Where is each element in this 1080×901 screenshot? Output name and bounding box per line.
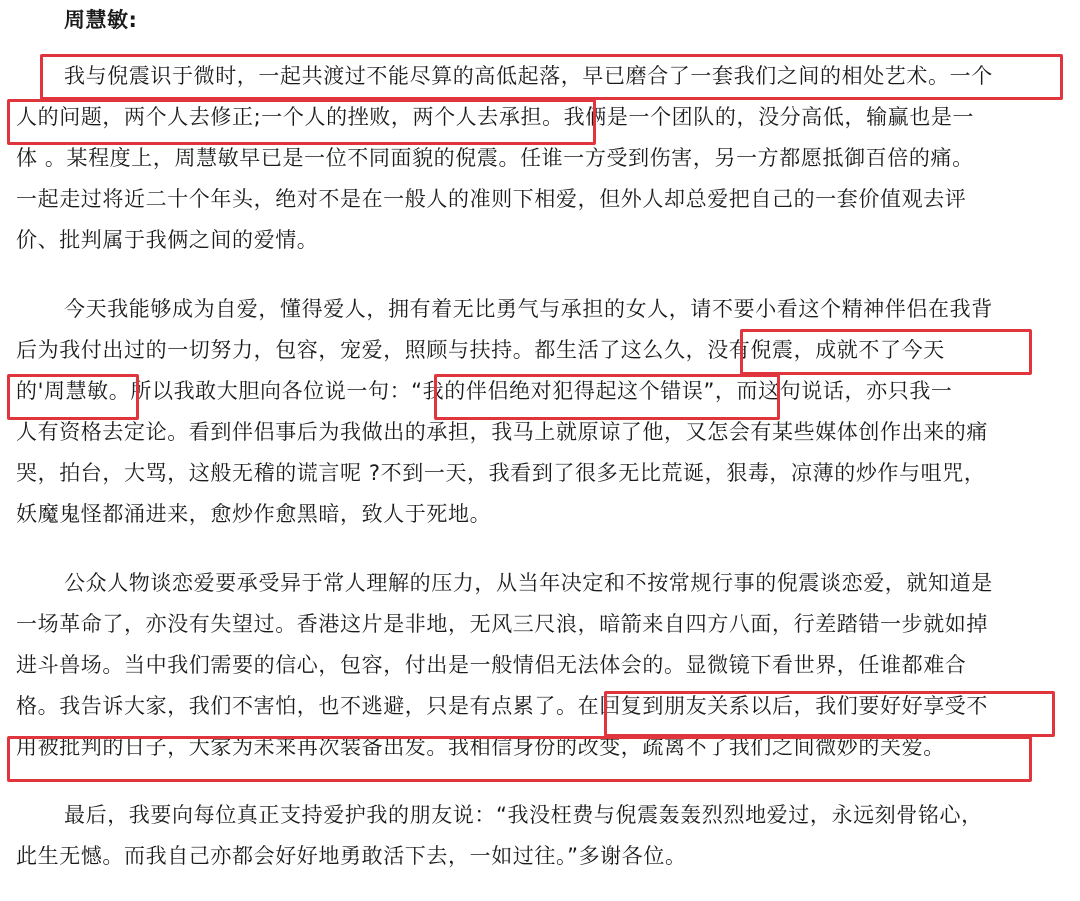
text-line: 一起走过将近二十个年头，绝对不是在一般人的准则下相爱，但外人却总爱把自己的一套价值观去评 [16,187,967,211]
text-line: 此生无憾。而我自己亦都会好好地勇敢活下去，一如过往。”多谢各位。 [16,844,687,868]
paragraph-4 [16,795,1061,877]
paragraph-1 [16,56,1061,261]
text-line: 进斗兽场。当中我们需要的信心，包容，付出是一般情侣无法体会的。显微镜下看世界，任谁都难合 [16,653,967,677]
paragraph-3 [16,563,1061,768]
text-line: 我与倪震识于微时，一起共渡过不能尽算的高低起落，早已磨合了一套我们之间的相处艺术。一个 [64,64,993,88]
text-line: 格。我告诉大家，我们不害怕，也不逃避，只是有点累了。在回复到朋友关系以后，我们要好好享受不 [16,694,988,718]
text-line: 今天我能够成为自爱，懂得爱人，拥有着无比勇气与承担的女人，请不要小看这个精神伴侣在我背 [64,297,993,321]
text-line: 人有资格去定论。看到伴侣事后为我做出的承担，我马上就原谅了他，又怎会有某些媒体创作出来的痛 [16,420,988,444]
text-line: 哭，拍台，大骂，这般无稽的谎言呢 ?不到一天，我看到了很多无比荒诞，狠毒，凉薄的炒作与咀咒， [16,461,986,485]
text-line: 妖魔鬼怪都涌进来，愈炒作愈黑暗，致人于死地。 [16,502,492,526]
text-line: 价、批判属于我俩之间的爱情。 [16,228,319,252]
text-line: 的'周慧敏。所以我敢大胆向各位说一句：“我的伴侣绝对犯得起这个错误”，而这句说话，亦只我一 [16,379,953,403]
text-line: 最后，我要向每位真正支持爱护我的朋友说：“我没枉费与倪震轰轰烈烈地爱过，永远刻骨铭心， [64,803,983,827]
text-line: 后为我付出过的一切努力，包容，宠爱，照顾与扶持。都生活了这么久，没有倪震，成就不了今天 [16,338,945,362]
paragraph-2 [16,289,1061,535]
speaker-title: 周慧敏: [64,8,138,32]
text-line: 人的问题，两个人去修正;一个人的挫败，两个人去承担。我俩是一个团队的，没分高低，输赢也是一 [16,105,975,129]
text-line: 体 。某程度上，周慧敏早已是一位不同面貌的倪震。任谁一方受到伤害，另一方都愿抵御百倍的痛。 [16,146,974,170]
text-line: 公众人物谈恋爱要承受异于常人理解的压力，从当年决定和不按常规行事的倪震谈恋爱，就知道是 [64,571,993,595]
text-line: 一场革命了，亦没有失望过。香港这片是非地，无风三尺浪，暗箭来自四方八面，行差踏错一步就如掉 [16,612,988,636]
text-line: 用被批判的日子，大家为未来再次装备出发。我相信身份的改变，疏离不了我们之间微妙的关爱。 [16,735,945,759]
